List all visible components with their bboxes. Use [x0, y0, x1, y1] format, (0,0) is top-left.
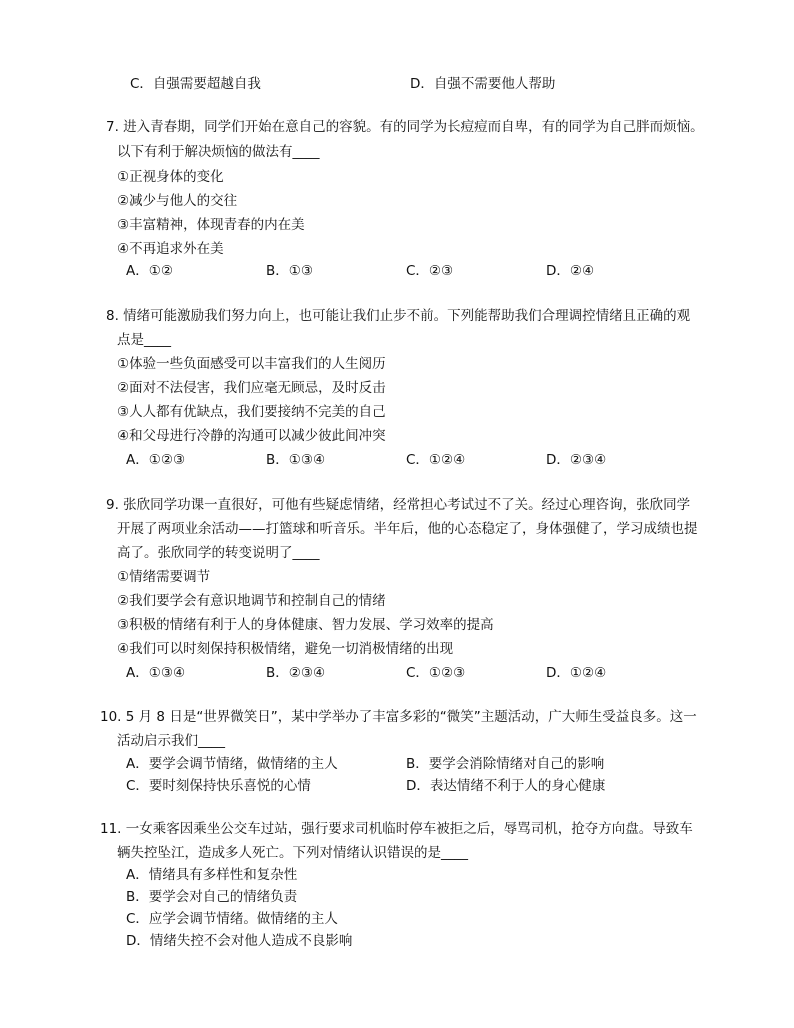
q11-stem-line-2: 辆失控坠江，造成多人死亡。下列对情绪认识错误的是____: [117, 845, 468, 861]
q11-option-a: A．情绪具有多样性和复杂性: [126, 867, 298, 883]
q10-option-d: D．表达情绪不利于人的身心健康: [406, 778, 606, 794]
q8-stem-line-2: 点是____: [117, 332, 171, 348]
q8-option-c: C．①②④: [406, 452, 466, 468]
q10-option-a: A．要学会调节情绪，做情绪的主人: [126, 756, 338, 772]
q8-stem-line-1: 8. 情绪可能激励我们努力向上，也可能让我们止步不前。下列能帮助我们合理调控情绪且正确的观: [106, 308, 691, 324]
q7-item-4: ④不再追求外在美: [117, 241, 224, 257]
q8-option-a: A．①②③: [126, 452, 186, 468]
q7-option-a: A．①②: [126, 263, 173, 279]
q6-option-d: D．自强不需要他人帮助: [410, 76, 556, 92]
q11-option-b: B．要学会对自己的情绪负责: [126, 889, 298, 905]
q7-option-c: C．②③: [406, 263, 454, 279]
q8-item-2: ②面对不法侵害，我们应毫无顾忌，及时反击: [117, 380, 386, 396]
q9-option-a: A．①③④: [126, 665, 186, 681]
q8-item-4: ④和父母进行冷静的沟通可以减少彼此间冲突: [117, 428, 386, 444]
q9-item-2: ②我们要学会有意识地调节和控制自己的情绪: [117, 593, 386, 609]
q9-item-1: ①情绪需要调节: [117, 569, 211, 585]
q9-stem-line-2: 开展了两项业余活动——打篮球和听音乐。半年后，他的心态稳定了，身体强健了，学习成绩也提: [117, 521, 698, 537]
q7-stem-line-1: 7. 进入青春期，同学们开始在意自己的容貌。有的同学为长痘痘而自卑，有的同学为自己胖而烦恼。: [106, 119, 704, 135]
q8-option-b: B．①③④: [266, 452, 326, 468]
q9-stem-line-1: 9. 张欣同学功课一直很好，可他有些疑虑情绪，经常担心考试过不了关。经过心理咨询，张欣同学: [106, 497, 691, 513]
q9-option-b: B．②③④: [266, 665, 326, 681]
q7-item-3: ③丰富精神，体现青春的内在美: [117, 217, 305, 233]
q11-option-c: C．应学会调节情绪。做情绪的主人: [126, 911, 338, 927]
q10-stem-line-1: 10. 5 月 8 日是“世界微笑日”，某中学举办了丰富多彩的“微笑”主题活动，广大师生受益良多。这一: [100, 709, 697, 725]
q11-option-d: D．情绪失控不会对他人造成不良影响: [126, 933, 353, 949]
q7-stem-line-2: 以下有利于解决烦恼的做法有____: [117, 144, 320, 160]
q7-item-2: ②减少与他人的交往: [117, 193, 238, 209]
q9-item-3: ③积极的情绪有利于人的身体健康、智力发展、学习效率的提高: [117, 617, 494, 633]
q7-option-d: D．②④: [546, 263, 595, 279]
q8-item-3: ③人人都有优缺点，我们要接纳不完美的自己: [117, 404, 386, 420]
q6-option-c: C．自强需要超越自我: [130, 76, 261, 92]
q10-stem-line-2: 活动启示我们____: [117, 733, 225, 749]
q9-option-d: D．①②④: [546, 665, 607, 681]
q11-stem-line-1: 11. 一女乘客因乘坐公交车过站，强行要求司机临时停车被拒之后，辱骂司机，抢夺方向盘。导致车: [100, 821, 693, 837]
q7-item-1: ①正视身体的变化: [117, 169, 224, 185]
q10-option-b: B．要学会消除情绪对自己的影响: [406, 756, 605, 772]
q7-option-b: B．①③: [266, 263, 313, 279]
q8-item-1: ①体验一些负面感受可以丰富我们的人生阅历: [117, 356, 386, 372]
q8-option-d: D．②③④: [546, 452, 607, 468]
q9-stem-line-3: 高了。张欣同学的转变说明了____: [117, 545, 320, 561]
q9-option-c: C．①②③: [406, 665, 466, 681]
q9-item-4: ④我们可以时刻保持积极情绪，避免一切消极情绪的出现: [117, 641, 454, 657]
q10-option-c: C．要时刻保持快乐喜悦的心情: [126, 778, 311, 794]
